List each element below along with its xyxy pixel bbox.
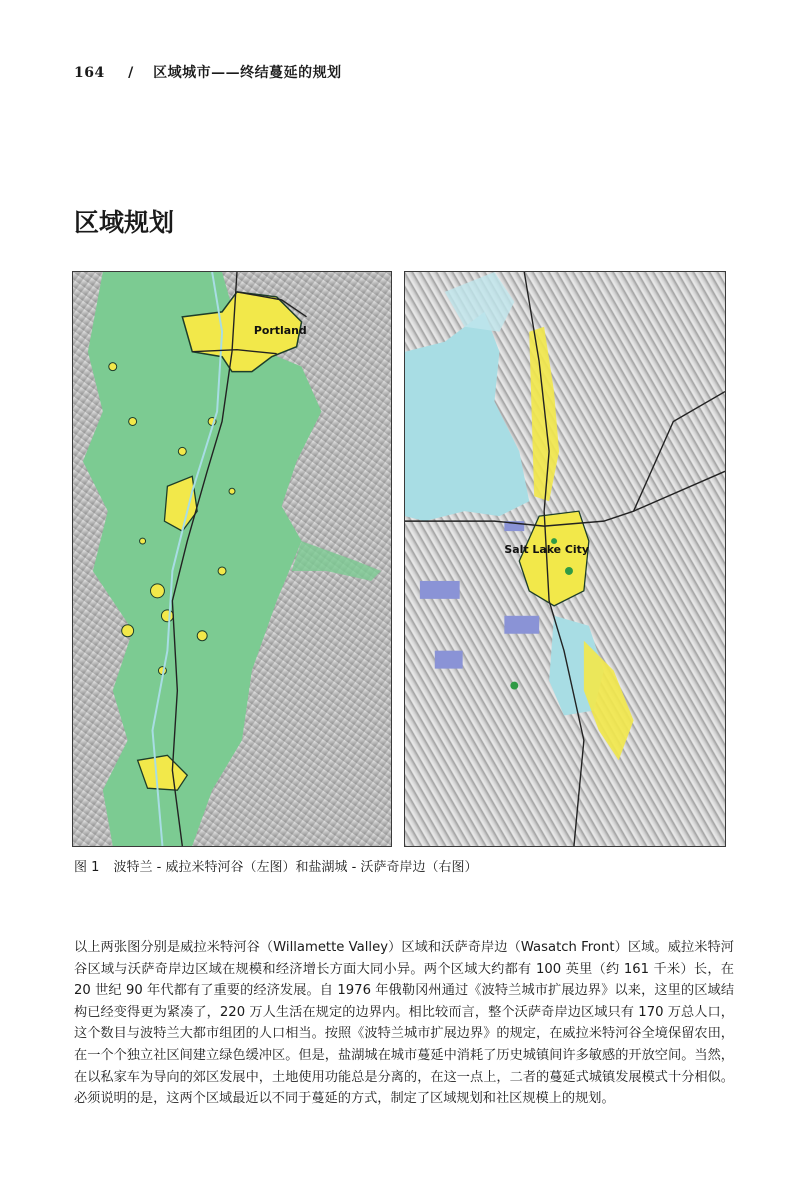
header-separator: / bbox=[128, 65, 134, 81]
body-paragraph: 以上两张图分别是威拉米特河谷（Willamette Valley）区域和沃萨奇岸边（Wasatch Front）区域。威拉米特河谷区域与沃萨奇岸边区域在规模和经济增长方面大同小异。两个区域大约都有 100 英里（约 161 千米）长，在 20 世纪 90 年代都有了重要的经济发展。自 1976 年俄勒冈州通过《波特兰城市扩展边界》以来，这里的区域结构已经变得更为紧凑了，220 万人生活在规定的边界内。相比较而言，整个沃萨奇岸边区域只有 170 万总人口，这个数目与波特兰大都市组团的人口相当。按照《波特兰城市扩展边界》的规定，在威拉米特河谷全境保留农田，在一个个独立社区间建立绿色缓冲区。但是，盐湖城在城市蔓延中消耗了历史城镇间许多敏感的开放空间。当然，在以私家车为导向的郊区发展中，土地使用功能总是分离的，在这一点上，二者的蔓延式城镇发展模式十分相似。必须说明的是，这两个区域最近以不同于蔓延的方式，制定了区域规划和社区规模上的规划。 bbox=[74, 940, 734, 1107]
section-title: 区域规划 bbox=[74, 208, 175, 237]
map-portland-willamette bbox=[72, 271, 392, 847]
map-saltlake-graphic bbox=[405, 272, 725, 846]
map-saltlake-wasatch bbox=[404, 271, 726, 847]
figure-caption-text: 波特兰 - 威拉米特河谷（左图）和盐湖城 - 沃萨奇岸边（右图） bbox=[113, 860, 478, 875]
map-portland-graphic bbox=[73, 272, 391, 846]
city-label-portland: Portland bbox=[253, 323, 307, 337]
chapter-title: 区域城市——终结蔓延的规划 bbox=[153, 65, 342, 81]
figure-caption bbox=[74, 856, 477, 875]
page-number: 164 bbox=[74, 65, 105, 81]
figure-number: 图 1 bbox=[74, 860, 100, 875]
running-header bbox=[74, 62, 342, 82]
city-label-saltlake: Salt Lake City bbox=[504, 543, 589, 557]
